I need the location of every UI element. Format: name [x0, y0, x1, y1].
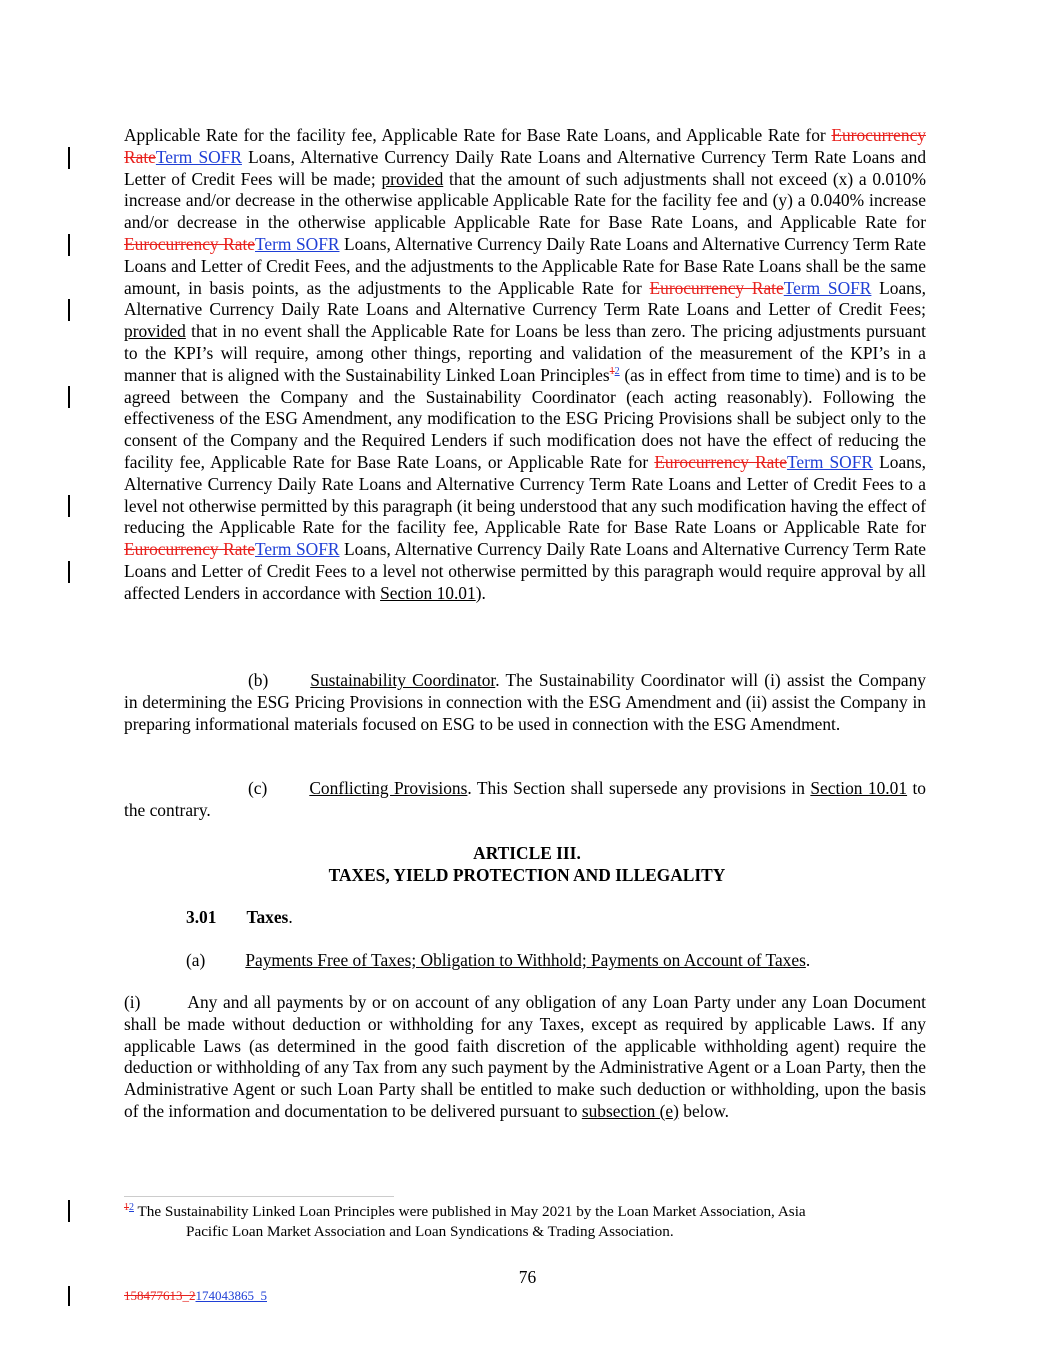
deleted-text: Eurocurrency Rate — [124, 233, 256, 254]
paragraph-number: (i) — [124, 992, 141, 1012]
change-bar — [68, 1200, 70, 1222]
change-bar — [68, 147, 70, 169]
paragraph-b: (b) Sustainability Coordinator. The Sustainability Coordinator will (i) assist the Company in determining the ESG Pricing Provisions in connection with the ESG Amendment and (ii) assist the Company in preparing informational materials focused on ESG to be used in connection with the ESG Amendment. — [124, 670, 926, 734]
change-bar — [68, 299, 70, 321]
paragraph-a: (a) Payments Free of Taxes; Obligation to Withhold; Payments on Account of Taxes. — [186, 950, 811, 970]
footnote-separator — [124, 1196, 394, 1197]
deleted-text: Eurocurrency Rate — [124, 125, 926, 167]
paragraph-number: (b) — [248, 670, 269, 690]
page-number: 76 — [518, 1267, 537, 1287]
paragraph-heading: Conflicting Provisions — [309, 778, 468, 798]
paragraph-heading: Sustainability Coordinator — [310, 670, 496, 690]
change-bar — [68, 1286, 70, 1306]
deleted-text: Eurocurrency Rate — [654, 451, 787, 472]
inserted-text: Term SOFR — [255, 539, 340, 560]
paragraph-heading: Payments Free of Taxes; Obligation to Withhold; Payments on Account of Taxes — [245, 950, 806, 970]
inserted-text: Term SOFR — [786, 451, 874, 472]
section-heading: 3.01 Taxes. — [186, 907, 293, 927]
section-reference[interactable]: Section 10.01 — [810, 778, 908, 798]
paragraph-c: (c) Conflicting Provisions. This Section shall supersede any provisions in Section 10.01 to the contrary. — [124, 778, 927, 820]
inserted-text: Term SOFR — [155, 146, 242, 167]
article-subtitle: TAXES, YIELD PROTECTION AND ILLEGALITY — [328, 864, 726, 885]
section-reference[interactable]: Section 10.01 — [380, 582, 476, 603]
change-bar — [68, 495, 70, 517]
provided-term: provided — [124, 321, 186, 342]
inserted-text: Term SOFR — [255, 233, 340, 254]
article-title: ARTICLE III. — [473, 843, 581, 863]
old-doc-id: 158477613_2 — [124, 1288, 196, 1303]
paragraph-number: (a) — [186, 950, 206, 970]
paragraph-i: (i) Any and all payments by or on account of any obligation of any Loan Party under any Loan Document shall be made without deduction or withholding for any Taxes, except as required by applicable Laws. If any applicable Laws (as determined in the good faith discretion of the applicable withholding agent) require the deduction or withholding of any Tax from any such payment by the Administrative Agent or a Loan Party, then the Administrative Agent or such Loan Party shall be entitled to make such deduction or withholding, upon the basis of the information and documentation to be delivered pursuant to subsection (e) below. — [124, 992, 926, 1121]
deleted-text: Eurocurrency Rate — [649, 277, 784, 298]
subsection-reference[interactable]: subsection (e) — [581, 1100, 679, 1121]
new-doc-id: 174043865_5 — [195, 1288, 267, 1303]
inserted-text: Term SOFR — [783, 277, 872, 298]
article-heading — [124, 843, 930, 887]
paragraph-number: (c) — [248, 778, 268, 798]
change-bar — [68, 386, 70, 408]
section-title: Taxes — [246, 907, 289, 927]
footnote: $^{12}$ The Sustainability Linked Loan Principles were published in May 2021 by the Loan Market Association, Asia Pacific Loan Market Association and Loan Syndications & Trading Association. — [124, 1201, 806, 1240]
main-paragraph: Applicable Rate for the facility fee, Applicable Rate for Base Rate Loans, and Applicable Rate for Eurocurrency RateTerm SOFR Loans, Alternative Currency Daily Rate Loans and Alternative Currency Term Rate Loans and Letter of Credit Fees will be made; provided that the amount of such adjustments shall not exceed (x) a 0.010% increase and/or decrease in the otherwise applicable Applicable Rate for the facility fee and (y) a 0.040% increase and/or decrease in the otherwise applicable Applicable Rate for Base Rate Loans, and Applicable Rate for Eurocurrency RateTerm SOFR Loans, Alternative Currency Daily Rate Loans and Alternative Currency Term Rate Loans and Letter of Credit Fees, and the adjustments to the Applicable Rate for Base Rate Loans shall be the same amount, in basis points, as the adjustments to the Applicable Rate for Eurocurrency RateTerm SOFR Loans, Alternative Currency Daily Rate Loans and Alternative Currency Term Rate Loans and Letter of Credit Fees; provided that in no event shall the Applicable Rate for Loans be less than zero. The pricing adjustments pursuant to the KPI’s will require, among other things, reporting and validation of the measurement of the KPI’s in a manner that is aligned with the Sustainability Linked Loan Principles$^{12}$ (as in effect from time to time) and is to be agreed between the Company and the Sustainability Coordinator (each acting reasonably). Following the effectiveness of the ESG Amendment, any modification to the ESG Pricing Provisions shall be subject only to the consent of the Company and the Required Lenders if such modification does not have the effect of reducing the facility fee, Applicable Rate for Base Rate Loans, or Applicable Rate for Eurocurrency RateTerm SOFR Loans, Alternative Currency Daily Rate Loans and Alternative Currency Term Rate Loans and Letter of Credit Fees to a level not otherwise permitted by this paragraph (it being understood that any such modification having the effect of reducing the Applicable Rate for the facility fee, Applicable Rate for Base Rate Loans or Applicable Rate for Eurocurrency RateTerm SOFR Loans, Alternative Currency Daily Rate Loans and Alternative Currency Term Rate Loans and Letter of Credit Fees to a level not otherwise permitted by this paragraph would require approval by all affected Lenders in accordance with Section 10.01). — [124, 125, 927, 603]
deleted-text: Eurocurrency Rate — [124, 539, 256, 560]
change-bar — [68, 561, 70, 583]
footnote-ref[interactable]: 12 — [609, 365, 620, 377]
section-number: 3.01 — [186, 907, 217, 927]
provided-term: provided — [381, 168, 444, 189]
document-id — [124, 1288, 267, 1304]
change-bar — [68, 234, 70, 256]
